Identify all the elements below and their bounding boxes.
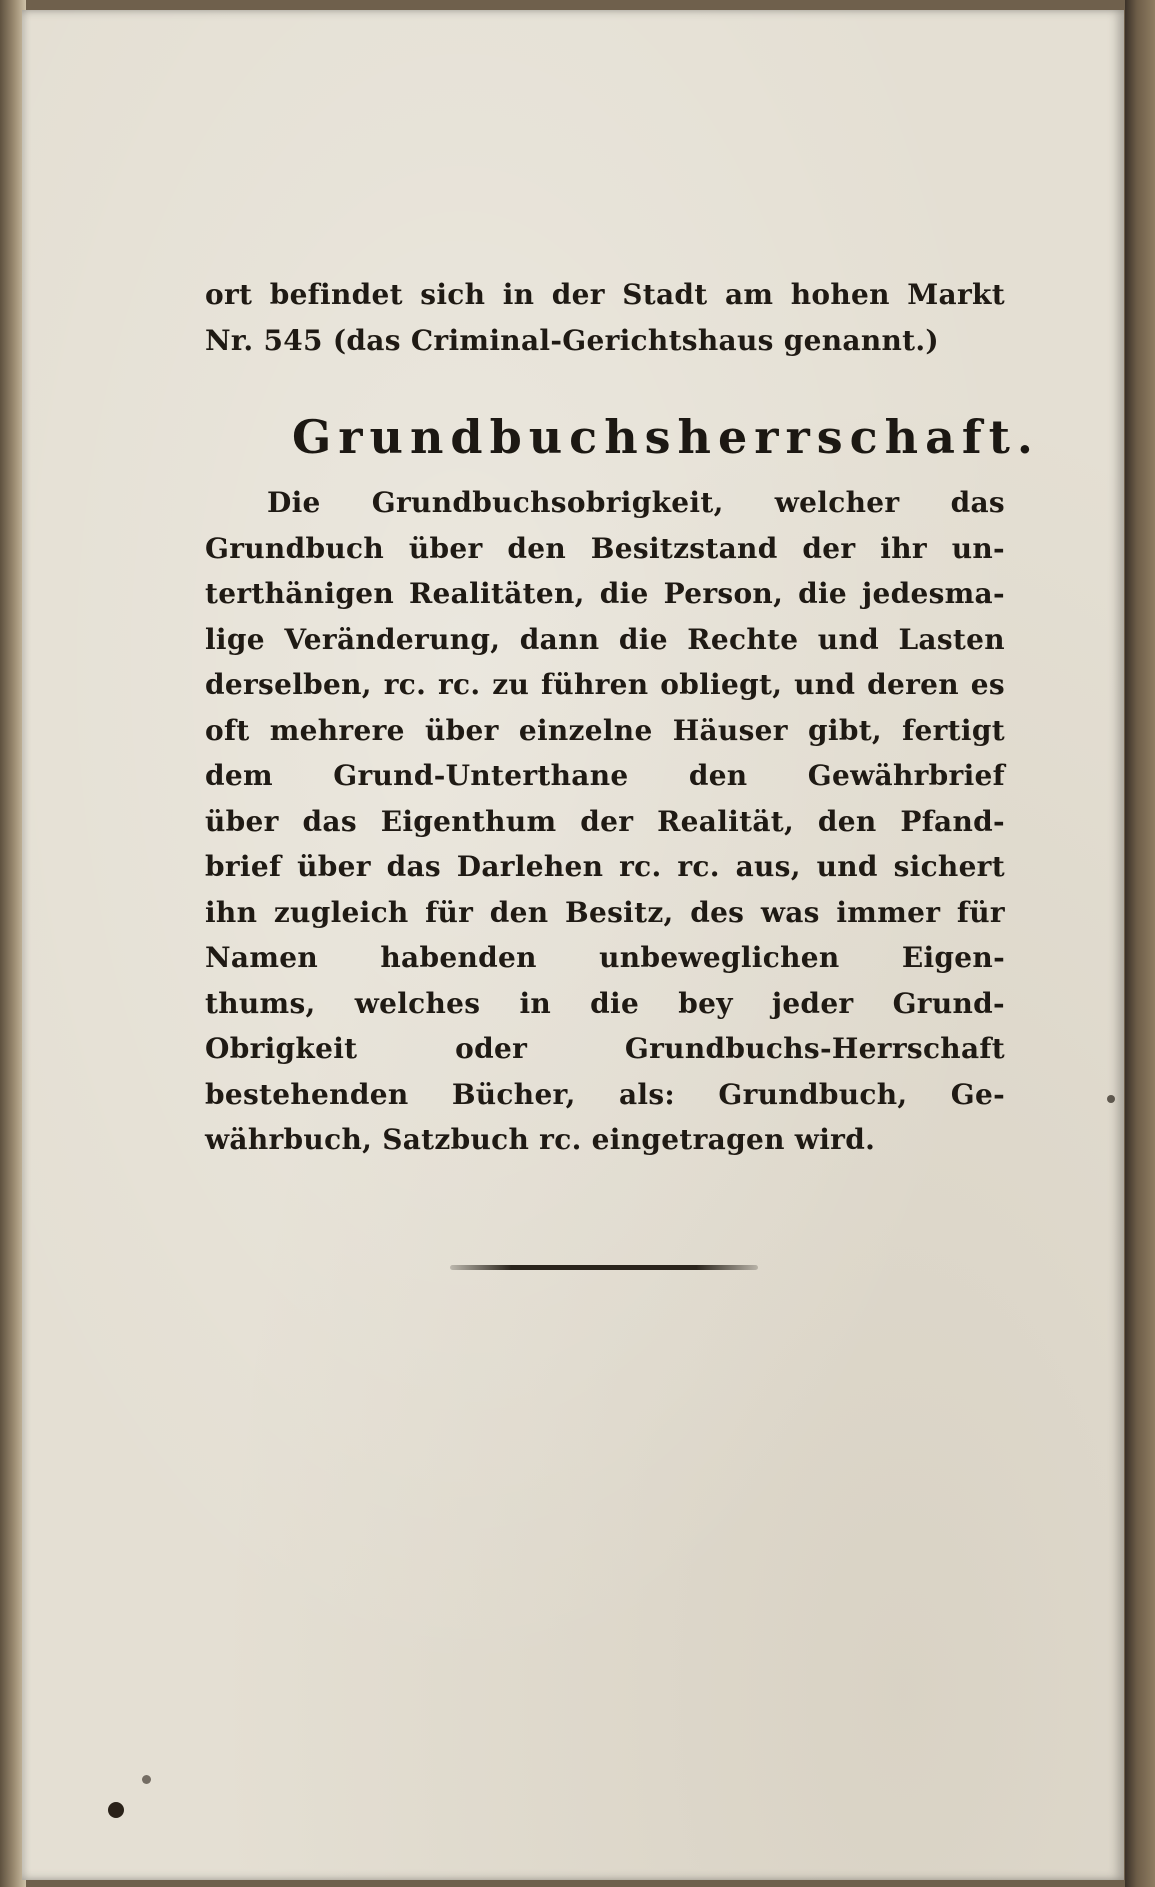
paper-page: [22, 10, 1124, 1880]
text-line: Die Grundbuchsobrigkeit, welcher das: [267, 486, 1005, 519]
text-line: währbuch, Satzbuch rc. eingetragen wird.: [205, 1123, 876, 1156]
text-line: dem Grund-Unterthane den Gewährbrief: [205, 759, 1005, 792]
ink-speck: [142, 1775, 151, 1784]
ink-speck: [108, 1802, 124, 1818]
text-line: Obrigkeit oder Grundbuchs-Herrschaft: [205, 1032, 1005, 1065]
top-text: [205, 272, 1005, 363]
text-line: bestehenden Bücher, als: Grundbuch, Ge-: [205, 1077, 1005, 1111]
text-line: Grundbuch über den Besitzstand der ihr un-: [205, 531, 1005, 565]
page-edge-shadow: [1125, 0, 1155, 1887]
text-line: über das Eigenthum der Realität, den Pfand-: [205, 804, 1005, 838]
text-line: derselben, rc. rc. zu führen obliegt, und deren es: [205, 668, 1005, 701]
section-heading: Grundbuchsherrschaft.: [292, 410, 1040, 464]
text-line: brief über das Darlehen rc. rc. aus, und sichert: [205, 850, 1005, 883]
section-divider-rule: [450, 1265, 758, 1270]
text-line: terthänigen Realitäten, die Person, die jedesma-: [205, 577, 1005, 610]
text-line: ort befindet sich in der Stadt am hohen Markt: [205, 278, 1005, 311]
text-line: Nr. 545 (das Criminal-Gerichtshaus genannt.): [205, 323, 939, 357]
text-line: ihn zugleich für den Besitz, des was immer für: [205, 895, 1005, 929]
text-line: oft mehrere über einzelne Häuser gibt, fertigt: [205, 713, 1005, 747]
body-paragraph: [205, 480, 1005, 1163]
text-line: Namen habenden unbeweglichen Eigen-: [205, 941, 1005, 974]
text-line: lige Veränderung, dann die Rechte und Lasten: [205, 622, 1005, 656]
text-line: thums, welches in die bey jeder Grund-: [205, 986, 1005, 1020]
ink-speck: [1107, 1095, 1115, 1103]
